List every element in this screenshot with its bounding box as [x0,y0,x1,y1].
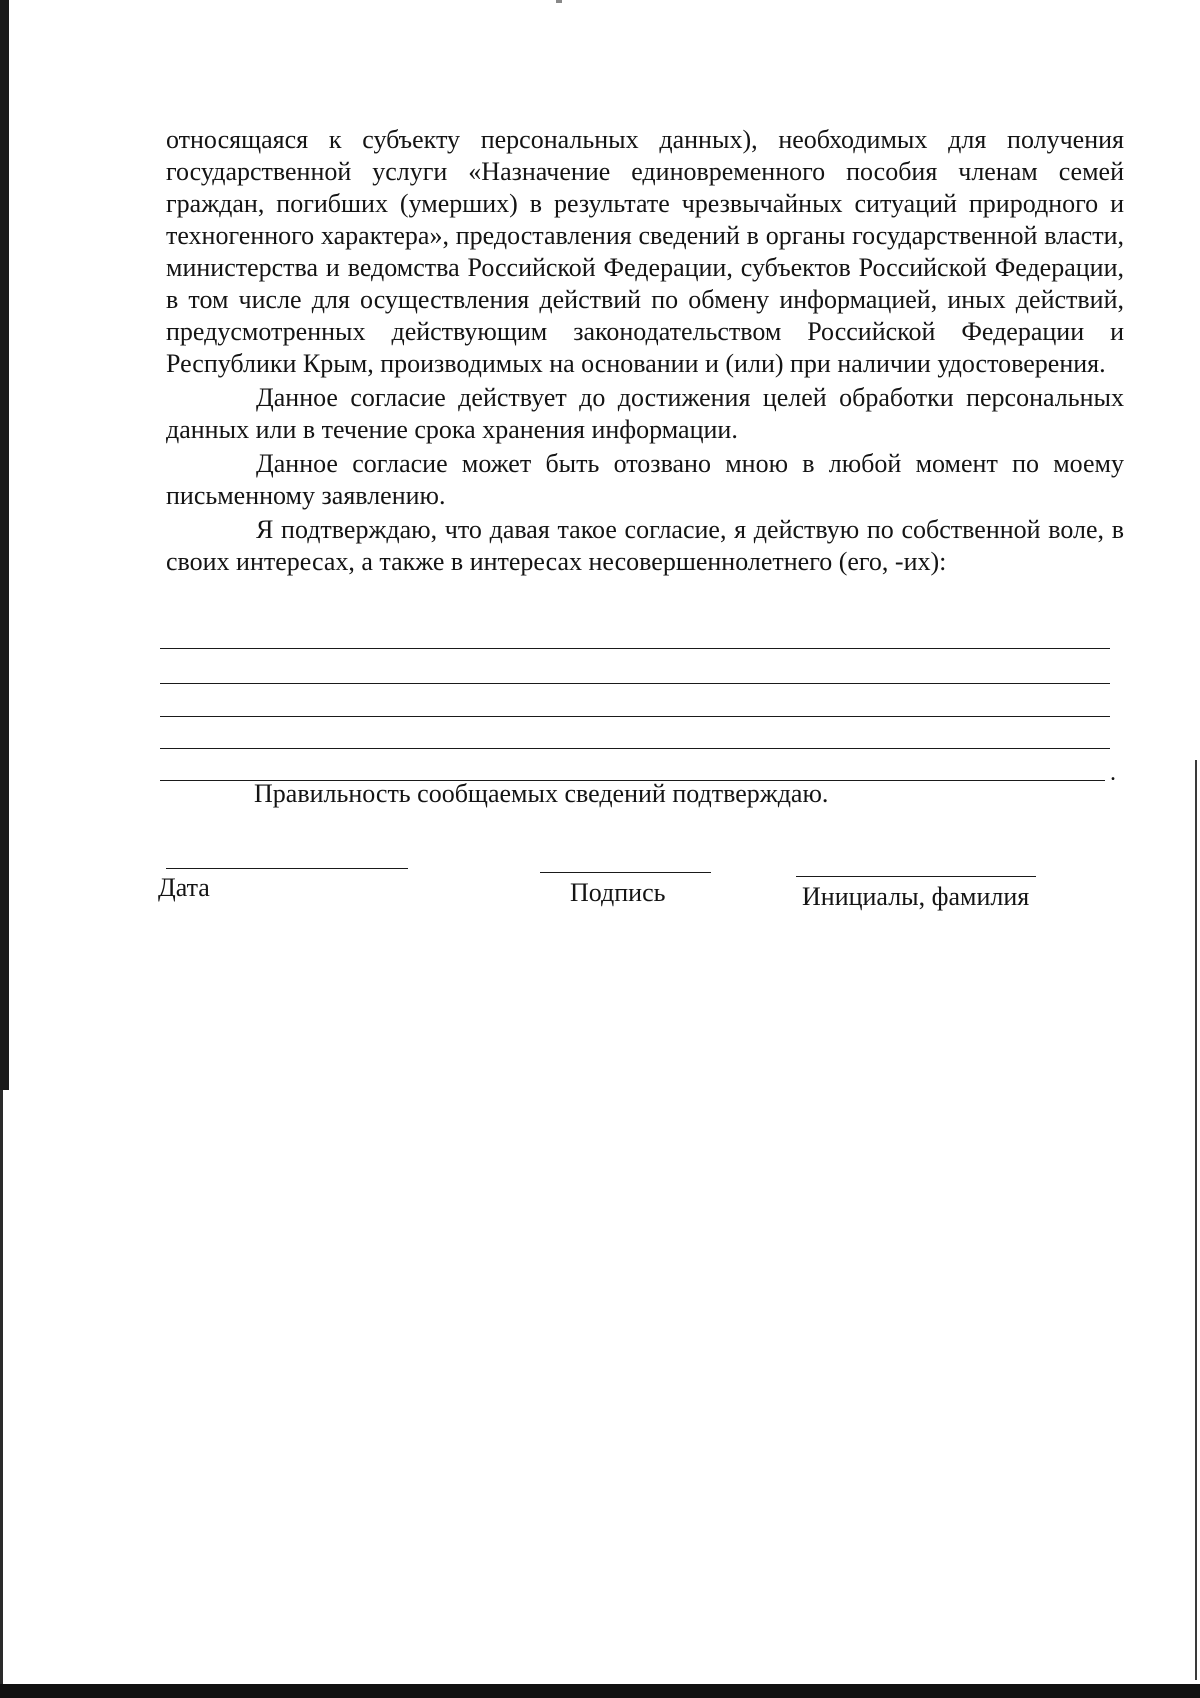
confirmation-statement: Правильность сообщаемых сведений подтверждаю. [254,779,829,808]
fill-end-mark: . [1110,760,1116,786]
date-line[interactable] [166,868,408,869]
scan-left-edge-lower [0,1090,3,1698]
paragraph-consent-purpose: относящаяся к субъекту персональных данных), необходимых для получения государственной услуги «Назначение единовременного пособия членам семей граждан, погибших (умерших) в результате чрезвычайных ситуаций природного и техногенного характера», предоставления сведений в органы государственной власти, министерства и ведомства Российской Федерации, субъектов Российской Федерации, в том числе для осуществления действий по обмену информацией, иных действий, предусмотренных действующим законодательством Российской Федерации и Республики Крым, производимых на основании и (или) при наличии удостоверения. [166,125,1124,378]
name-line[interactable] [796,876,1036,877]
date-label: Дата [158,873,210,902]
minor-name-line-3[interactable] [160,716,1110,717]
paragraph-consent-revocation: Данное согласие может быть отозвано мною в любой момент по моему письменному заявлению. [166,449,1124,510]
paragraph-consent-confirmation: Я подтверждаю, что давая такое согласие, я действую по собственной воле, в своих интересах, а также в интересах несовершеннолетнего (его, -их): [166,515,1124,576]
scan-bottom-bar [0,1684,1200,1698]
signature-line[interactable] [540,872,711,873]
paragraph-consent-duration: Данное согласие действует до достижения целей обработки персональных данных или в течение срока хранения информации. [166,383,1124,444]
scan-left-edge [0,0,9,1090]
minor-name-line-2[interactable] [160,683,1110,684]
consent-text-block [166,124,1124,578]
name-label: Инициалы, фамилия [802,882,1030,911]
signature-label: Подпись [570,878,666,907]
scan-top-mark [556,0,562,3]
minor-name-line-1[interactable] [160,648,1110,649]
minor-name-line-4[interactable] [160,748,1110,749]
scan-right-edge [1195,760,1197,1680]
